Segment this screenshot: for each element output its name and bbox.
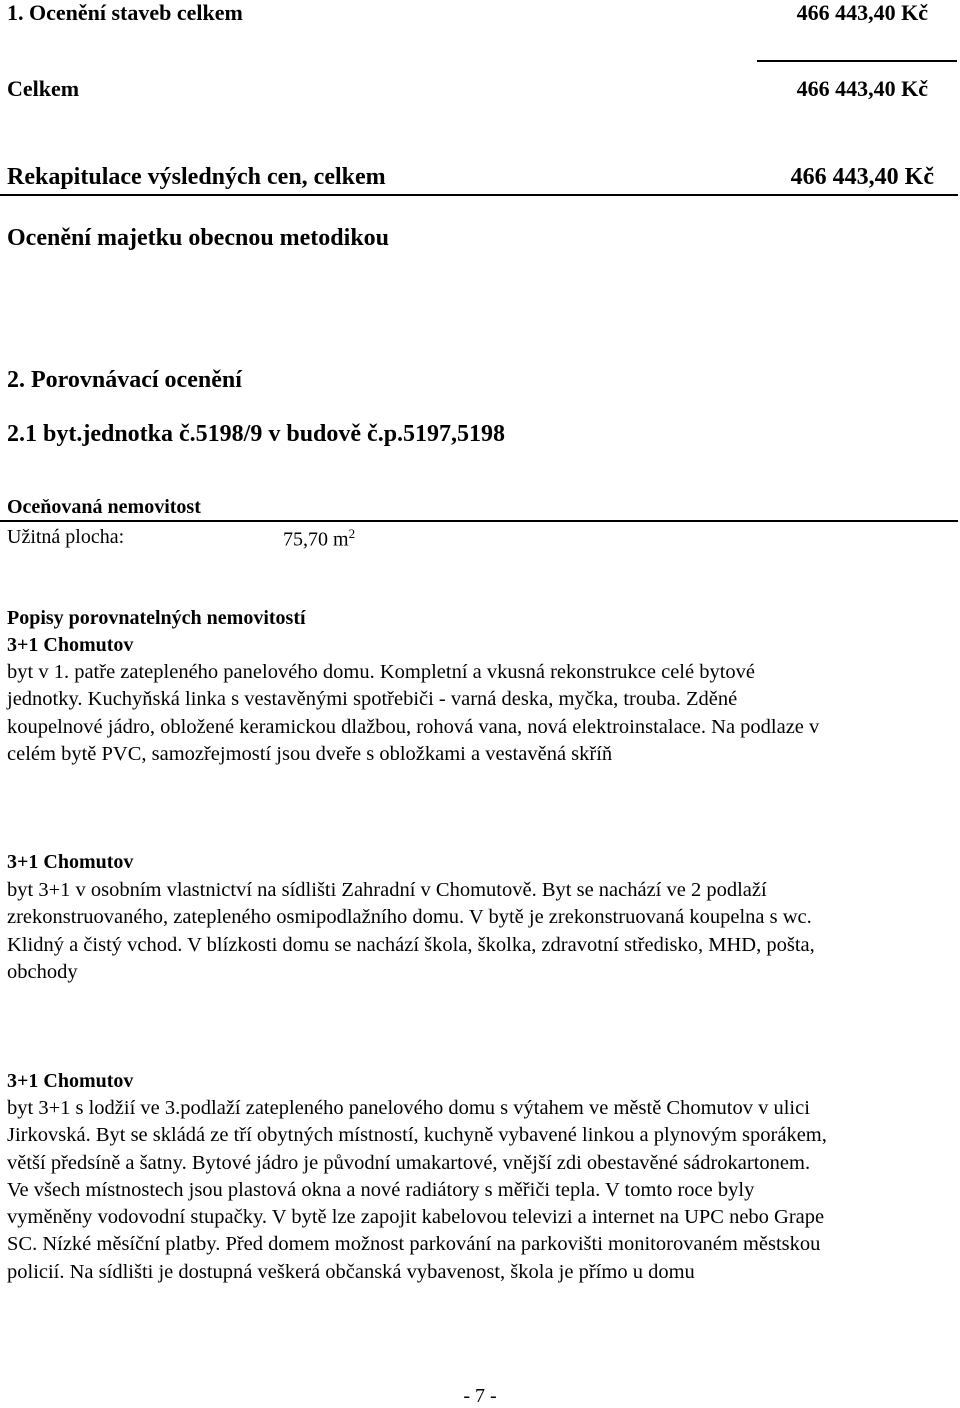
recap-rule — [0, 194, 958, 196]
property-heading: Oceňovaná nemovitost — [7, 496, 201, 518]
description-line: obchody — [7, 960, 78, 983]
description-line: koupelnové jádro, obložené keramickou dlažbou, rohová vana, nová elektroinstalace. Na podlaze v — [7, 715, 820, 738]
page-number: - 7 - — [463, 1385, 497, 1407]
description-line: Ve všech místnostech jsou plastová okna a nové radiátory s měřiči tepla. V tomto roce byly — [7, 1178, 755, 1201]
area-label: Užitná plocha: — [7, 526, 125, 548]
comparable-description-3 — [7, 1095, 953, 1286]
method-heading: Ocenění majetku obecnou metodikou — [7, 225, 390, 251]
description-line: SC. Nízké měsíční platby. Před domem možnost parkování na parkovišti monitorovaném městskou — [7, 1233, 821, 1256]
description-line: celém bytě PVC, samozřejmostí jsou dveře s obložkami a vestavěná skříň — [7, 742, 613, 765]
total-value: 466 443,40 Kč — [796, 76, 928, 101]
sum-rule — [757, 60, 957, 62]
description-line: byt 3+1 v osobním vlastnictví na sídlišti Zahradní v Chomutově. Byt se nachází ve 2 podlaží — [7, 879, 767, 901]
comparable-description-1 — [7, 659, 953, 768]
section2-title: 2. Porovnávací ocenění — [7, 367, 242, 393]
description-line: Jirkovská. Byt se skládá ze tří obytných místností, kuchyně vybavené linkou a plynovým sporákem, — [7, 1124, 827, 1147]
unit-title: 2.1 byt.jednotka č.5198/9 v budově č.p.5197,5198 — [7, 421, 506, 447]
recap-value: 466 443,40 Kč — [790, 164, 934, 190]
description-line: policií. Na sídlišti je dostupná veškerá občanská vybavenost, škola je přímo u domu — [7, 1260, 695, 1283]
comparable-description-2 — [7, 877, 953, 986]
description-line: Klidný a čistý vchod. V blízkosti domu se nachází škola, školka, zdravotní středisko, MHD, pošta, — [7, 933, 815, 956]
comparable-title-3: 3+1 Chomutov — [7, 1070, 134, 1092]
section1-title: 1. Ocenění staveb celkem — [7, 0, 243, 25]
description-line: byt 3+1 s lodžií ve 3.podlaží zatepleného panelového domu s výtahem ve městě Chomutov v ulici — [7, 1097, 810, 1119]
section1-title-value: 466 443,40 Kč — [796, 0, 928, 25]
area-value: 75,70 m — [283, 528, 349, 551]
description-line: zrekonstruovaného, zatepleného osmipodlažního domu. V bytě je zrekonstruovaná koupelna s wc. — [7, 906, 812, 929]
description-line: jednotky. Kuchyňská linka s vestavěnými spotřebiči - varná deska, myčka, trouba. Zděné — [7, 688, 738, 711]
comparable-title-1: 3+1 Chomutov — [7, 634, 134, 656]
property-rule — [0, 520, 958, 522]
description-line: byt v 1. patře zatepleného panelového domu. Kompletní a vkusná rekonstrukce celé bytové — [7, 661, 756, 683]
description-line: větší předsíně a šatny. Bytové jádro je původní umakartové, vnější zdi obestavěné sádrokartonem. — [7, 1151, 811, 1174]
comparable-title-2: 3+1 Chomutov — [7, 851, 134, 873]
area-unit-sup: 2 — [348, 526, 356, 541]
recap-label: Rekapitulace výsledných cen, celkem — [7, 164, 386, 190]
comparables-heading: Popisy porovnatelných nemovitostí — [7, 607, 306, 629]
area-value-wrap — [283, 526, 355, 552]
total-label: Celkem — [7, 76, 80, 101]
description-line: vyměněny vodovodní stupačky. V bytě lze zapojit kabelovou televizi a internet na UPC nebo Grape — [7, 1206, 825, 1229]
